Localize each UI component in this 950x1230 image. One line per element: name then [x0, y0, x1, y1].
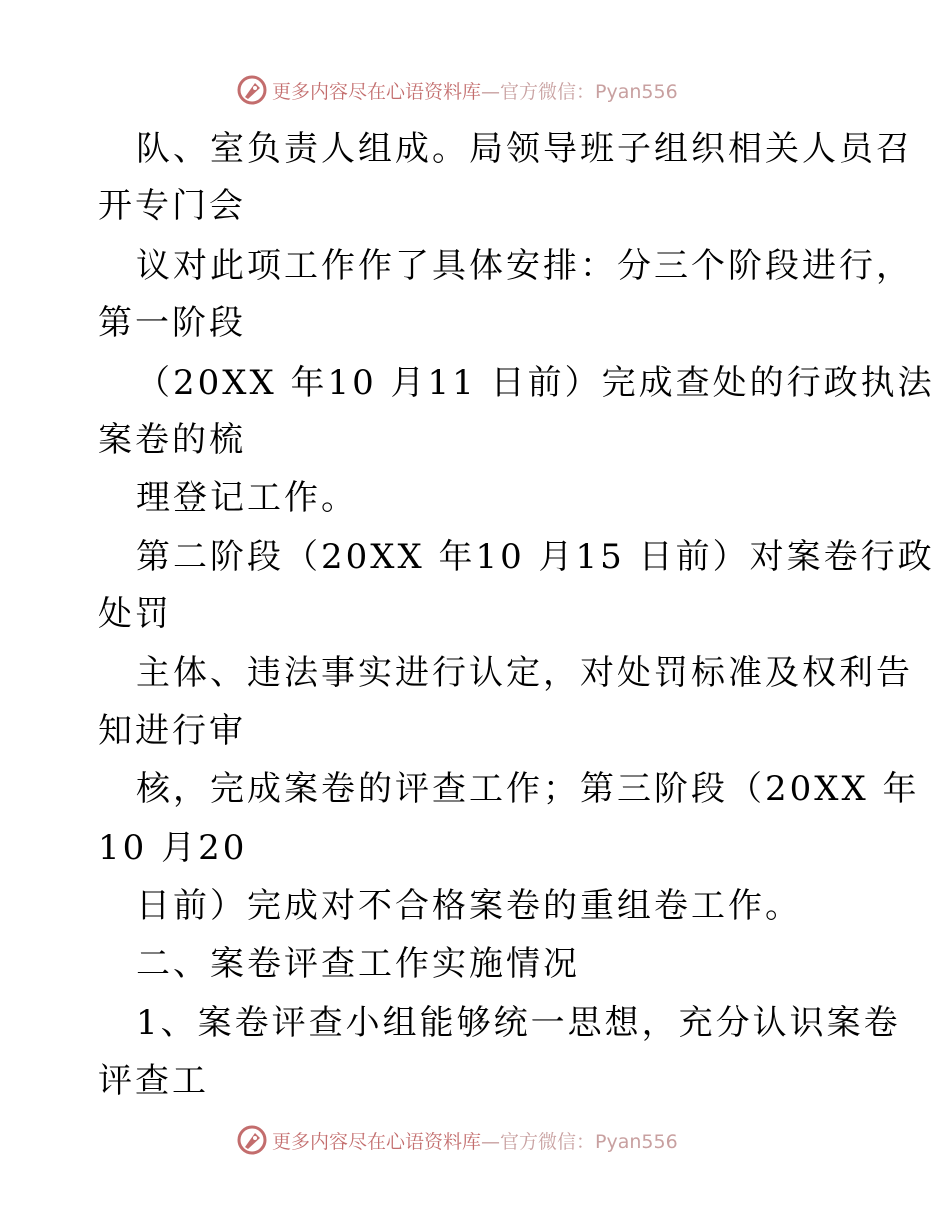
text-line: 核，完成案卷的评查工作；第三阶段（20XX 年: [136, 769, 920, 809]
text-line: 日前）完成对不合格案卷的重组卷工作。: [136, 886, 802, 926]
text-line: 主体、违法事实进行认定，对处罚标准及权利告: [136, 653, 913, 693]
text-line: 10 月20: [98, 828, 248, 868]
text-line: 第一阶段: [98, 303, 246, 343]
text-line: 理登记工作。: [136, 478, 358, 518]
text-line: 处罚: [98, 594, 172, 634]
text-line: （20XX 年10 月11 日前）完成查处的行政执法: [136, 363, 935, 403]
banner-main-text: 更多内容尽在心语资料库: [272, 80, 482, 103]
text-line: 开专门会: [98, 186, 246, 226]
banner-separator: —: [481, 1130, 501, 1153]
pen-nib-circle-icon: [236, 1124, 268, 1156]
text-line: 知进行审: [98, 711, 246, 751]
banner-account-text: 官方微信：Pyan556: [500, 80, 678, 103]
text-line: 评查工: [98, 1061, 209, 1101]
banner-text: [272, 1127, 678, 1154]
banner-account-text: 官方微信：Pyan556: [500, 1130, 678, 1153]
text-line: 1、案卷评查小组能够统一思想，充分认识案卷: [136, 1003, 901, 1043]
text-line: 队、室负责人组成。局领导班子组织相关人员召: [136, 129, 913, 169]
banner-separator: —: [481, 80, 501, 103]
banner-main-text: 更多内容尽在心语资料库: [272, 1130, 482, 1153]
text-line: 议对此项工作作了具体安排：分三个阶段进行，: [136, 246, 913, 286]
text-line: 案卷的梳: [98, 420, 246, 460]
text-line: 第二阶段（20XX 年10 月15 日前）对案卷行政: [136, 537, 935, 577]
footer-banner: [236, 1122, 716, 1158]
text-line: 二、案卷评查工作实施情况: [136, 944, 580, 984]
